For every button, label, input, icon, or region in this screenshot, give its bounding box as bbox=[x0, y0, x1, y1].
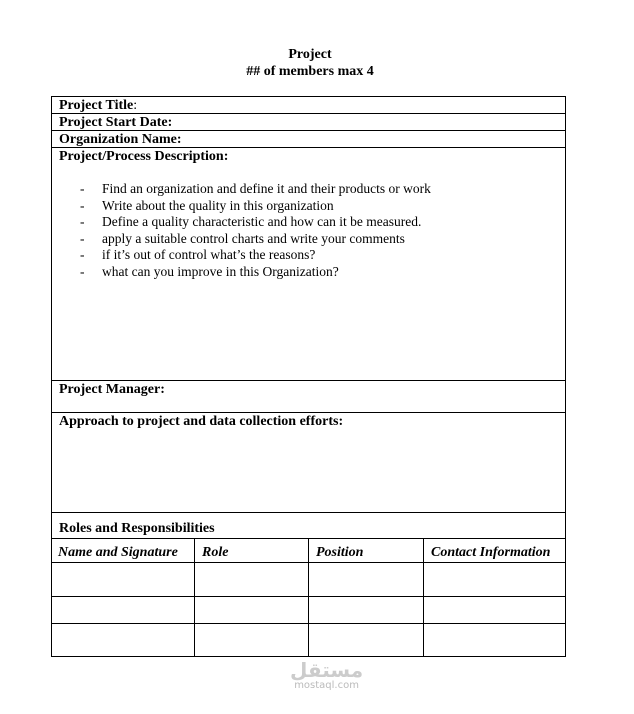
cell-position[interactable] bbox=[308, 563, 309, 596]
cell-contact[interactable] bbox=[423, 563, 424, 596]
cell-role[interactable] bbox=[194, 624, 195, 656]
list-item: - what can you improve in this Organization? bbox=[80, 264, 431, 281]
cell-position[interactable] bbox=[308, 597, 309, 623]
start-date-row[interactable] bbox=[51, 114, 566, 131]
description-section[interactable] bbox=[51, 148, 566, 381]
table-row bbox=[51, 597, 566, 624]
project-title-row[interactable] bbox=[51, 96, 566, 114]
watermark-arabic: مستقل bbox=[290, 658, 364, 682]
cell-position[interactable] bbox=[308, 624, 309, 656]
description-label: Project/Process Description: bbox=[59, 149, 229, 164]
cell-role[interactable] bbox=[194, 597, 195, 623]
table-row bbox=[51, 624, 566, 657]
roles-header-row bbox=[51, 539, 566, 563]
manager-label: Project Manager: bbox=[59, 382, 165, 397]
cell-contact[interactable] bbox=[423, 597, 424, 623]
start-date-label: Project Start Date: bbox=[59, 115, 173, 130]
project-title-label: Project Title bbox=[59, 98, 134, 113]
cell-contact[interactable] bbox=[423, 624, 424, 656]
roles-label: Roles and Responsibilities bbox=[59, 521, 215, 536]
list-item: - apply a suitable control charts and write your comments bbox=[80, 231, 431, 248]
cell-role[interactable] bbox=[194, 563, 195, 596]
watermark-latin: mostaql.com bbox=[294, 680, 359, 691]
roles-section bbox=[51, 513, 566, 539]
list-item: - Define a quality characteristic and how can it be measured. bbox=[80, 214, 431, 231]
manager-section[interactable] bbox=[51, 381, 566, 413]
approach-section[interactable] bbox=[51, 413, 566, 513]
col-role: Role bbox=[194, 539, 309, 562]
doc-subtitle: ## of members max 4 bbox=[246, 64, 374, 79]
col-name: Name and Signature bbox=[58, 545, 178, 560]
mostaql-watermark bbox=[290, 660, 363, 691]
list-item: - Write about the quality in this organization bbox=[80, 198, 431, 215]
col-contact: Contact Information bbox=[423, 539, 566, 562]
list-item: - Find an organization and define it and their products or work bbox=[80, 181, 431, 198]
org-name-row[interactable] bbox=[51, 131, 566, 148]
col-position: Position bbox=[308, 539, 424, 562]
list-item: - if it’s out of control what’s the reasons? bbox=[80, 247, 431, 264]
description-list bbox=[80, 181, 431, 281]
table-row bbox=[51, 563, 566, 597]
approach-label: Approach to project and data collection efforts: bbox=[59, 414, 344, 429]
org-name-label: Organization Name: bbox=[59, 132, 182, 147]
colon: : bbox=[133, 98, 138, 113]
doc-title: Project bbox=[288, 47, 332, 62]
